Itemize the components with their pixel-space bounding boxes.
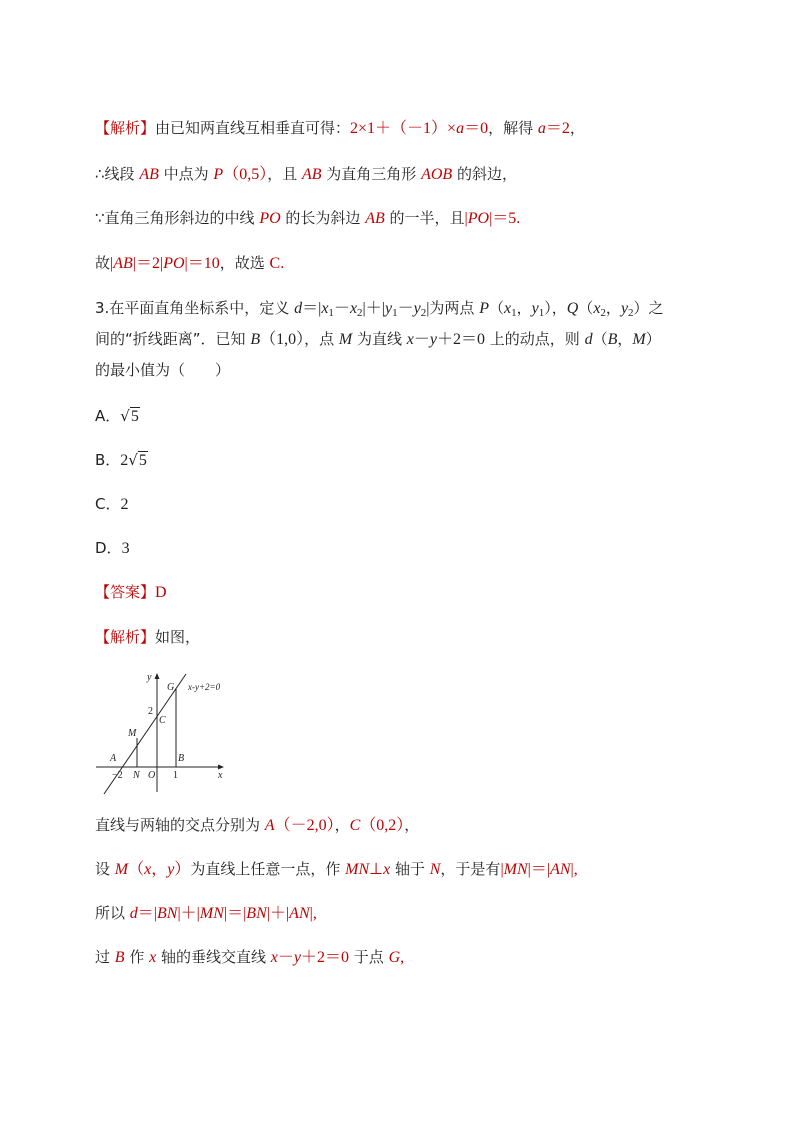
text-segment: AB bbox=[365, 210, 385, 227]
label-o: O bbox=[148, 770, 156, 781]
text-segment: B． bbox=[95, 451, 121, 469]
text-segment: D． bbox=[95, 539, 122, 557]
text-segment: | bbox=[464, 210, 468, 227]
text-segment: MN bbox=[199, 905, 224, 922]
text-segment: ＝0 bbox=[464, 120, 489, 137]
answer-line bbox=[95, 581, 167, 604]
text-segment: 间的“折线距离”．已知 bbox=[95, 330, 251, 348]
text-segment: |＝10 bbox=[184, 255, 220, 272]
text-segment: x bbox=[270, 949, 278, 966]
text-segment: x bbox=[383, 861, 391, 878]
text-segment: P bbox=[213, 166, 224, 183]
text-segment: y bbox=[429, 331, 437, 348]
label-b: B bbox=[178, 753, 185, 764]
text-segment: 为直角三角形 bbox=[321, 165, 422, 183]
analysis-line-2 bbox=[95, 163, 517, 186]
text-segment: |＝| bbox=[527, 861, 551, 878]
text-segment: 2×1＋（－1）× bbox=[350, 120, 457, 137]
text-segment: |＋| bbox=[266, 905, 290, 922]
text-segment: 过 bbox=[95, 948, 115, 966]
text-segment: y bbox=[293, 949, 301, 966]
text-segment: ∴线段 bbox=[95, 165, 140, 183]
text-segment: ）之 bbox=[633, 299, 664, 317]
text-segment: AB bbox=[301, 166, 322, 183]
question-line-3 bbox=[95, 359, 230, 381]
text-segment: x bbox=[349, 300, 358, 317]
text-segment: G bbox=[388, 949, 401, 966]
text-segment: ＋2＝0 bbox=[437, 331, 486, 348]
text-segment: 2 bbox=[120, 496, 129, 513]
analysis-line-4 bbox=[95, 252, 284, 275]
text-segment: 3.在平面直角坐标系中，定义 bbox=[95, 299, 295, 317]
text-segment: 1 bbox=[511, 307, 517, 319]
solution-intro bbox=[95, 626, 200, 648]
option-d bbox=[95, 537, 130, 560]
text-segment: （ bbox=[488, 299, 504, 317]
question-line-1 bbox=[95, 297, 664, 324]
text-segment: BN bbox=[157, 905, 178, 922]
text-segment: ⊥ bbox=[369, 861, 384, 878]
text-segment: 为直线上任意一点，作 bbox=[190, 860, 346, 878]
text-segment: AOB bbox=[421, 166, 453, 183]
solution-line-4 bbox=[95, 946, 404, 969]
label-c: C bbox=[159, 715, 166, 726]
text-segment: x bbox=[321, 300, 329, 317]
option-b bbox=[95, 449, 148, 472]
text-segment: a bbox=[456, 120, 465, 137]
text-segment: 2 bbox=[120, 452, 129, 469]
x-axis-arrow bbox=[218, 765, 224, 770]
section-tag: 【解析】 bbox=[95, 628, 156, 646]
text-segment: AB bbox=[113, 255, 133, 272]
text-segment: P bbox=[479, 300, 489, 317]
text-segment: d bbox=[129, 905, 138, 922]
text-segment: 2 bbox=[357, 307, 363, 319]
text-segment: － bbox=[397, 300, 414, 317]
text-segment: 于点 bbox=[349, 948, 389, 966]
text-segment: （0,5） bbox=[223, 166, 268, 183]
text-segment: | bbox=[426, 300, 430, 317]
text-segment: |＝2| bbox=[132, 255, 164, 272]
analysis-line-1 bbox=[95, 117, 585, 140]
text-segment: y bbox=[413, 300, 421, 317]
text-segment: N bbox=[429, 861, 441, 878]
coordinate-figure bbox=[92, 668, 232, 796]
text-segment: y bbox=[384, 300, 393, 317]
text-segment: 的长为斜边 bbox=[280, 209, 366, 227]
text-segment: B bbox=[607, 331, 618, 348]
text-segment: 2 bbox=[420, 307, 427, 319]
text-segment: － bbox=[277, 949, 294, 966]
analysis-line-3 bbox=[95, 207, 520, 230]
text-segment: ， bbox=[151, 861, 168, 878]
text-segment: √ bbox=[120, 407, 130, 425]
text-segment: y bbox=[531, 300, 539, 317]
text-segment: y bbox=[167, 861, 175, 878]
text-segment: ， bbox=[404, 816, 420, 834]
text-segment: x bbox=[144, 861, 152, 878]
section-tag: 【答案】 bbox=[95, 583, 156, 601]
solution-line-1 bbox=[95, 814, 419, 837]
text-segment: ，故选 bbox=[219, 254, 270, 272]
text-segment: ） bbox=[645, 330, 661, 348]
text-segment: － bbox=[413, 331, 430, 348]
text-segment: 2 bbox=[628, 307, 634, 319]
text-segment: 故 bbox=[95, 254, 111, 272]
text-segment: M bbox=[632, 331, 646, 348]
text-segment: |＝| bbox=[223, 905, 247, 922]
text-segment: |＋| bbox=[362, 300, 385, 317]
text-segment: ＋2＝0 bbox=[301, 949, 350, 966]
label-n: N bbox=[133, 770, 140, 781]
text-segment: x bbox=[149, 949, 157, 966]
text-segment: AN bbox=[289, 905, 310, 922]
text-segment: 所以 bbox=[95, 904, 130, 922]
text-segment: （－2,0） bbox=[274, 817, 335, 834]
text-segment: AN bbox=[550, 861, 571, 878]
text-segment: 设 bbox=[95, 860, 115, 878]
text-segment: x bbox=[503, 300, 512, 317]
text-segment: 为两点 bbox=[429, 299, 480, 317]
text-segment: | bbox=[500, 861, 504, 878]
text-segment: Q bbox=[566, 300, 579, 317]
text-segment: 为直线 bbox=[352, 330, 407, 348]
text-segment: 由已知两直线互相垂直可得： bbox=[155, 119, 351, 137]
solution-line-3 bbox=[95, 902, 317, 925]
text-segment: ， bbox=[617, 330, 633, 348]
text-segment: ， bbox=[569, 119, 585, 137]
text-segment: （ bbox=[578, 299, 594, 317]
label-neg-two: −2 bbox=[112, 770, 123, 781]
text-segment: 轴的垂线交直线 bbox=[156, 948, 271, 966]
text-segment: 3 bbox=[121, 540, 130, 557]
text-segment: ， bbox=[516, 299, 532, 317]
text-segment: M bbox=[114, 861, 129, 878]
text-segment: D bbox=[155, 584, 167, 601]
text-segment: |, bbox=[309, 905, 317, 922]
text-segment: PO bbox=[163, 255, 185, 272]
text-segment: ，且 bbox=[267, 165, 302, 183]
text-segment: C． bbox=[95, 495, 121, 513]
text-segment: 轴于 bbox=[390, 860, 430, 878]
text-segment: x bbox=[406, 331, 414, 348]
text-segment: M bbox=[338, 331, 353, 348]
text-segment: AB bbox=[139, 166, 159, 183]
text-segment: ＝| bbox=[137, 905, 157, 922]
text-segment: （ bbox=[128, 861, 145, 878]
text-segment: MN bbox=[345, 861, 370, 878]
option-a bbox=[95, 405, 140, 428]
text-segment: 5 bbox=[138, 452, 147, 469]
text-segment: |, bbox=[570, 861, 578, 878]
text-segment: 的最小值为（ ） bbox=[95, 361, 231, 379]
text-segment: PO bbox=[467, 210, 490, 227]
label-g: G bbox=[167, 682, 175, 693]
text-segment: （ bbox=[592, 330, 608, 348]
text-segment: ， bbox=[334, 816, 350, 834]
text-segment: ∵直角三角形斜边的中线 bbox=[95, 209, 260, 227]
text-segment: － bbox=[333, 300, 350, 317]
text-segment: ，点 bbox=[304, 330, 339, 348]
text-segment: C bbox=[349, 817, 361, 834]
text-segment: MN bbox=[503, 861, 528, 878]
solution-line-2 bbox=[95, 858, 578, 881]
text-segment: 2 bbox=[600, 307, 606, 319]
text-segment: PO bbox=[259, 210, 281, 227]
question-line-2 bbox=[95, 328, 661, 351]
label-one: 1 bbox=[173, 770, 178, 781]
text-segment: ，于是有 bbox=[440, 860, 501, 878]
text-segment: 如图， bbox=[155, 628, 201, 646]
text-segment: |＋| bbox=[177, 905, 200, 922]
text-segment: ， bbox=[605, 299, 621, 317]
text-segment: A bbox=[264, 817, 275, 834]
text-segment: B bbox=[114, 949, 125, 966]
text-segment: ，解得 bbox=[488, 119, 538, 137]
text-segment: BN bbox=[246, 905, 267, 922]
text-segment: 1 bbox=[328, 307, 334, 319]
text-segment: 的斜边， bbox=[452, 165, 517, 183]
label-x: x bbox=[218, 770, 223, 781]
label-equation: x-y+2=0 bbox=[188, 682, 221, 692]
text-segment: 1 bbox=[392, 307, 398, 319]
text-segment: | bbox=[110, 255, 114, 272]
text-segment: d bbox=[584, 331, 593, 348]
text-segment: 作 bbox=[124, 948, 150, 966]
text-segment: ＝| bbox=[302, 300, 322, 317]
text-segment: a bbox=[537, 120, 546, 137]
text-segment: 上的动点，则 bbox=[485, 330, 585, 348]
text-segment: A． bbox=[95, 407, 121, 425]
text-segment: , bbox=[400, 949, 405, 966]
text-segment: 5 bbox=[130, 408, 139, 425]
text-segment: d bbox=[294, 300, 303, 317]
text-segment: ） bbox=[174, 861, 191, 878]
section-tag: 【解析】 bbox=[95, 119, 156, 137]
text-segment: 的一半，且 bbox=[384, 209, 465, 227]
text-segment: ＝2 bbox=[545, 120, 570, 137]
text-segment: 1 bbox=[538, 307, 545, 319]
text-segment: x bbox=[593, 300, 601, 317]
y-axis-arrow bbox=[155, 673, 160, 679]
text-segment: ）， bbox=[544, 299, 567, 317]
text-segment: C. bbox=[269, 255, 285, 272]
text-segment: 中点为 bbox=[158, 165, 214, 183]
label-y: y bbox=[147, 672, 152, 683]
text-segment: （0,2） bbox=[360, 817, 405, 834]
option-c bbox=[95, 493, 128, 516]
text-segment: y bbox=[620, 300, 629, 317]
label-m: M bbox=[128, 728, 137, 739]
text-segment: （1,0） bbox=[260, 331, 305, 348]
label-two: 2 bbox=[148, 706, 153, 717]
text-segment: |＝5. bbox=[489, 210, 521, 227]
text-segment: √ bbox=[128, 451, 138, 469]
text-segment: 直线与两轴的交点分别为 bbox=[95, 816, 265, 834]
label-a: A bbox=[110, 753, 117, 764]
text-segment: B bbox=[250, 331, 261, 348]
